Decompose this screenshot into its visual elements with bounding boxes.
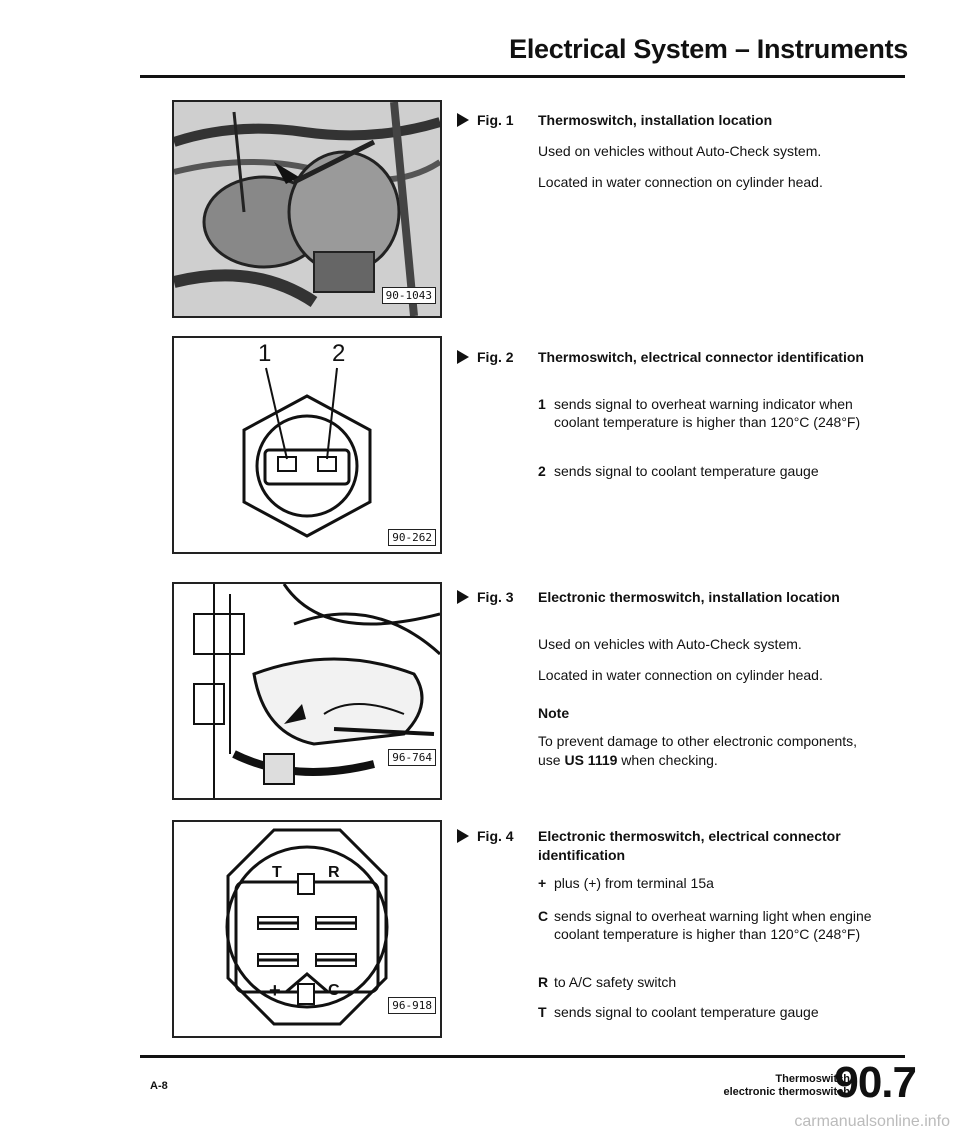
fig3-caption-2: Located in water connection on cylinder head. bbox=[538, 667, 823, 683]
fig1-caption-2: Located in water connection on cylinder head. bbox=[538, 174, 823, 190]
fig3-caption-1: Used on vehicles with Auto-Check system. bbox=[538, 636, 802, 652]
fig3-note-text: To prevent damage to other electronic components, use US 1119 when checking. bbox=[538, 733, 858, 768]
fig4-item-plus: + plus (+) from terminal 15a bbox=[538, 875, 714, 891]
arrow-right-icon bbox=[457, 590, 469, 604]
fig1-photo bbox=[172, 100, 442, 318]
fig3-title: Electronic thermoswitch, installation location bbox=[538, 589, 840, 605]
watermark: carmanualsonline.info bbox=[794, 1113, 950, 1130]
fig4-item-r: R to A/C safety switch bbox=[538, 974, 677, 990]
footer-topic-line-1: Thermoswitch bbox=[775, 1073, 850, 1085]
fig4-label: Fig. 4 bbox=[457, 828, 514, 844]
arrow-right-icon bbox=[457, 350, 469, 364]
fig1-tag: 90-1043 bbox=[382, 287, 436, 304]
footer-rule bbox=[140, 1055, 905, 1058]
footer-page-code: A-8 bbox=[150, 1080, 168, 1092]
fig2-pin-2: 2 bbox=[332, 340, 346, 367]
fig4-item-c: C sends signal to overheat warning light when engine coolant temperature is higher than 120°C (248°F) bbox=[538, 908, 872, 942]
fig2-item-2: 2 sends signal to coolant temperature gauge bbox=[538, 463, 819, 479]
fig2-pin-1: 1 bbox=[258, 340, 272, 367]
fig4-title: Electronic thermoswitch, electrical connector identification bbox=[538, 828, 841, 863]
fig4-pin-plus: + bbox=[269, 980, 281, 1002]
fig3-tag: 96-764 bbox=[388, 749, 436, 766]
footer-topic-line-2: electronic thermoswitch bbox=[723, 1086, 850, 1098]
fig3-note-title: Note bbox=[538, 705, 570, 721]
fig1-title: Thermoswitch, installation location bbox=[538, 112, 773, 128]
fig2-label: Fig. 2 bbox=[457, 349, 514, 365]
fig4-item-t: T sends signal to coolant temperature gauge bbox=[538, 1004, 819, 1020]
fig1-label: Fig. 1 bbox=[457, 112, 514, 128]
fig4-pin-c: C bbox=[328, 982, 340, 999]
fig3-label: Fig. 3 bbox=[457, 589, 514, 605]
connector-diagram bbox=[174, 338, 440, 552]
fig2-item-1: 1 sends signal to overheat warning indicator when coolant temperature is higher than 120°C (248°F) bbox=[538, 396, 861, 430]
arrow-right-icon bbox=[457, 113, 469, 127]
fig2-title: Thermoswitch, electrical connector identification bbox=[538, 349, 864, 365]
header-rule bbox=[140, 75, 905, 78]
fig4-drawing bbox=[172, 820, 442, 1038]
fig4-pin-r: R bbox=[328, 864, 340, 881]
arrow-right-icon bbox=[457, 829, 469, 843]
footer-topic bbox=[723, 1073, 850, 1099]
fig4-tag: 96-918 bbox=[388, 997, 436, 1014]
section-number: 90.7 bbox=[834, 1058, 916, 1107]
fig2-tag: 90-262 bbox=[388, 529, 436, 546]
fig1-caption-1: Used on vehicles without Auto-Check system. bbox=[538, 143, 822, 159]
engine-photo-illustration bbox=[174, 102, 440, 316]
fig2-drawing bbox=[172, 336, 442, 554]
page-title: Electrical System – Instruments bbox=[509, 34, 908, 64]
fig3-drawing bbox=[172, 582, 442, 800]
fig4-pin-t: T bbox=[272, 864, 282, 881]
